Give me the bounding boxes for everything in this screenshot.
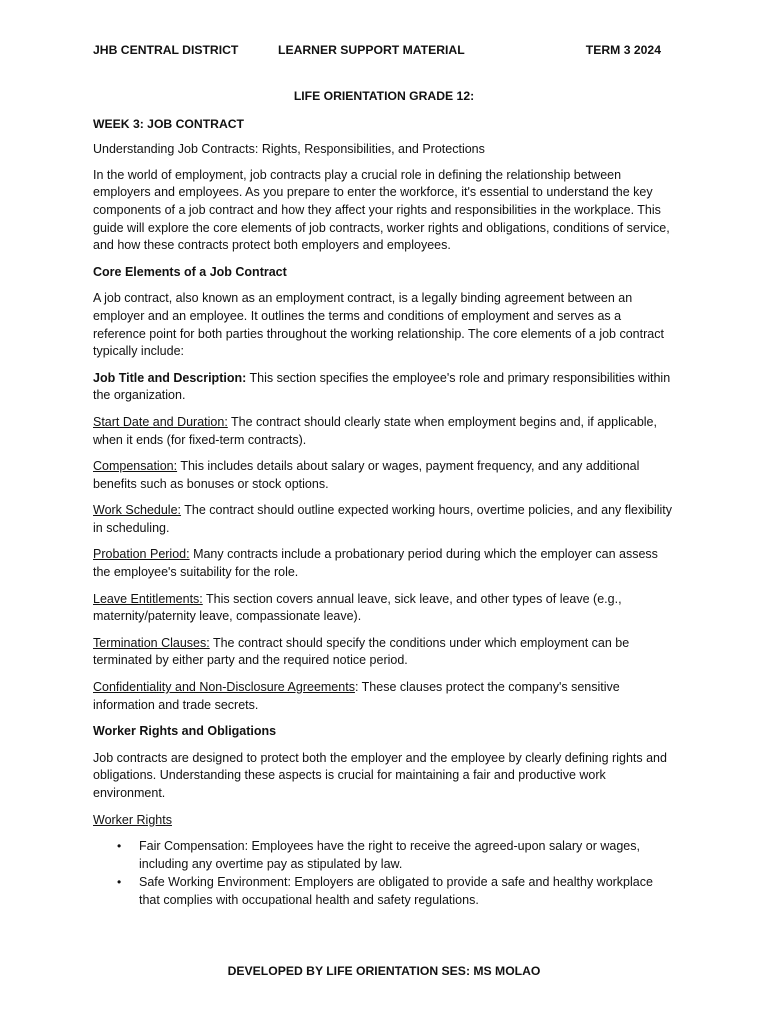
subject-title: LIFE ORIENTATION GRADE 12:	[293, 89, 475, 103]
bullet-icon: •	[117, 839, 122, 854]
list-item-text: Fair Compensation: Employees have the right to receive the agreed-upon salary or wages, including any overtime pay as stipulated by law.	[139, 839, 640, 871]
element-text: : These clauses protect the company's sensitive information and trade secrets.	[93, 680, 620, 712]
element-term: Job Title and Description:	[93, 370, 247, 385]
element-term: Start Date and Duration:	[93, 414, 228, 429]
element-text: The contract should specify the conditions under which employment can be terminated by either party and the required notice period.	[93, 635, 630, 668]
worker-rights-list	[93, 838, 675, 909]
element-text: This section covers annual leave, sick leave, and other types of leave (e.g., maternity/paternity leave, compassionate leave).	[93, 591, 622, 624]
list-item-text: Safe Working Environment: Employers are obligated to provide a safe and healthy workplace that complies with occupational health and safety regulations.	[139, 875, 653, 907]
element-work-schedule	[93, 502, 675, 537]
element-text: The contract should outline expected working hours, overtime policies, and any flexibility in scheduling.	[93, 503, 673, 535]
list-item	[93, 838, 675, 873]
element-text: The contract should clearly state when employment begins and, if applicable, when it ends (for fixed-term contracts).	[93, 414, 657, 447]
element-text: Many contracts include a probationary period during which the employer can assess the employee's suitability for the role.	[93, 547, 658, 580]
worker-rights-obligations-intro: Job contracts are designed to protect both the employer and the employee by clearly defining rights and obligations. Understanding these aspects is crucial for maintaining a fair and productive work environment.	[93, 750, 667, 800]
document-body	[93, 80, 675, 911]
week-title: WEEK 3: JOB CONTRACT	[93, 116, 244, 131]
core-elements-heading: Core Elements of a Job Contract	[93, 264, 287, 279]
element-term: Work Schedule:	[93, 503, 182, 518]
core-elements-intro: A job contract, also known as an employment contract, is a legally binding agreement between an employer and an employee. It outlines the terms and conditions of employment and serves as a reference point for both parties throughout the working relationship. The core elements of a job contract typically include:	[93, 291, 664, 359]
element-compensation	[93, 458, 675, 493]
worker-rights-obligations-heading: Worker Rights and Obligations	[93, 724, 277, 739]
page-footer: DEVELOPED BY LIFE ORIENTATION SES: MS MOLAO	[227, 964, 541, 978]
element-probation	[93, 546, 675, 581]
bullet-icon: •	[117, 875, 122, 890]
element-leave	[93, 591, 675, 626]
element-start-date	[93, 414, 675, 449]
element-term: Termination Clauses:	[93, 635, 210, 650]
element-text: This includes details about salary or wages, payment frequency, and any additional benefits such as bonuses or stock options.	[93, 459, 640, 491]
element-term: Confidentiality and Non-Disclosure Agreements	[93, 680, 355, 695]
element-term: Leave Entitlements:	[93, 591, 203, 606]
intro-subtitle: Understanding Job Contracts: Rights, Responsibilities, and Protections	[93, 142, 485, 157]
worker-rights-heading: Worker Rights	[93, 812, 172, 827]
element-term: Probation Period:	[93, 547, 190, 562]
element-confidentiality	[93, 679, 675, 714]
element-term: Compensation:	[93, 459, 178, 474]
header-district: JHB CENTRAL DISTRICT	[93, 43, 239, 57]
list-item	[93, 874, 675, 909]
intro-paragraph: In the world of employment, job contracts play a crucial role in defining the relationship between employers and employees. As you prepare to enter the workforce, it's essential to understand the key components of a job contract and how they affect your rights and responsibilities in the workplace. This guide will explore the core elements of job contracts, worker rights and obligations, conditions of service, and how these contracts protect both employers and employees.	[93, 167, 670, 253]
page-header	[93, 43, 661, 61]
header-term: TERM 3 2024	[585, 43, 661, 57]
element-text: This section specifies the employee's role and primary responsibilities within the organization.	[93, 370, 671, 403]
element-termination	[93, 635, 675, 670]
header-material: LEARNER SUPPORT MATERIAL	[278, 43, 465, 57]
element-job-title	[93, 370, 675, 405]
